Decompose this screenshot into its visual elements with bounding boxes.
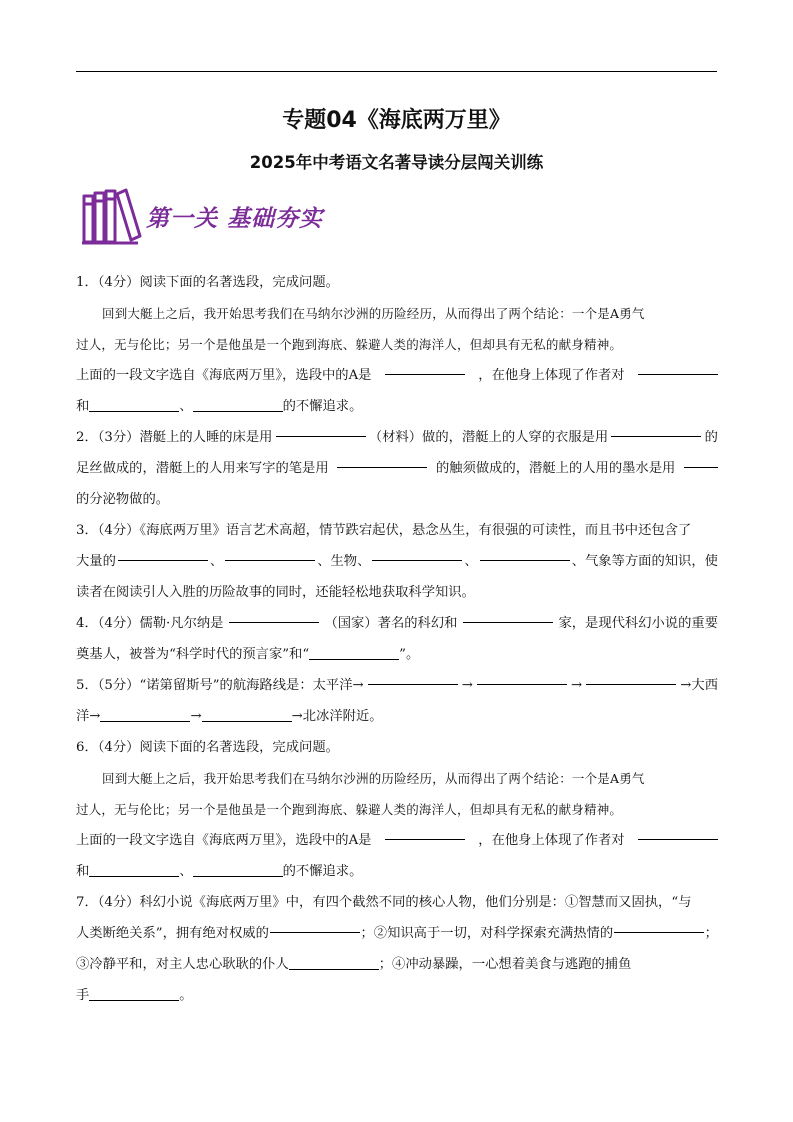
q5-answer-blank-4[interactable] xyxy=(100,707,190,722)
q4-text-2b: ”。 xyxy=(399,647,420,662)
q7-line-3 xyxy=(76,949,718,980)
q7-answer-blank-3[interactable] xyxy=(289,955,379,970)
q3-answer-blank-3[interactable] xyxy=(372,546,462,561)
q2-answer-blank-3[interactable] xyxy=(337,453,427,468)
q2-answer-blank-2[interactable] xyxy=(611,422,701,437)
q1-text-2c: 的不懈追求。 xyxy=(282,399,363,414)
q3-text-2b: 、生物、 xyxy=(317,554,371,569)
q7-line-1: 7．（4分）科幻小说《海底两万里》中，有四个截然不同的核心人物，他们分别是：①智慧而又固执，“与 xyxy=(76,895,692,910)
q1-text-1a: 上面的一段文字选自《海底两万里》，选段中的A是 xyxy=(76,368,372,383)
q2-line-2 xyxy=(76,453,718,484)
q4-text-1c: 家，是现代科幻小说的重要 xyxy=(558,616,718,631)
q4-answer-blank-3[interactable] xyxy=(309,645,399,660)
q6-answer-blank-3[interactable] xyxy=(89,862,179,877)
question-list xyxy=(76,267,718,1011)
q4-line-1 xyxy=(76,608,718,639)
q7-answer-blank-1[interactable] xyxy=(270,918,360,933)
q1-quote-line-1: 回到大艇上之后，我开始思考我们在马纳尔沙洲的历险经历，从而得出了两个结论：一个是A勇气 xyxy=(102,306,645,321)
q2-text-2b: 的触须做成的，潜艇上的人用的墨水是用 xyxy=(435,461,676,476)
q5-answer-blank-1[interactable] xyxy=(368,670,458,685)
q7-text-2b: ；②知识高于一切，对科学探索充满热情的 xyxy=(360,926,614,941)
q4-answer-blank-1[interactable] xyxy=(229,608,319,623)
q5-answer-blank-2[interactable] xyxy=(477,670,567,685)
q6-quote-line-1: 回到大艇上之后，我开始思考我们在马纳尔沙洲的历险经历，从而得出了两个结论：一个是A勇气 xyxy=(102,771,645,786)
header-rule xyxy=(76,71,717,72)
q3-answer-blank-4[interactable] xyxy=(480,546,570,561)
q1-text-2a: 和 xyxy=(76,399,90,414)
q5-answer-blank-3[interactable] xyxy=(586,670,676,685)
q7-text-3a: ③冷静平和，对主人忠心耿耿的仆人 xyxy=(76,957,289,972)
q4-text-1b: （国家）著名的科幻和 xyxy=(324,616,458,631)
q4-text-1a: 4．（4分）儒勒·凡尔纳是 xyxy=(76,616,224,631)
q1-heading: 1．（4分）阅读下面的名著选段，完成问题。 xyxy=(76,275,339,290)
q5-text-1a: 5．（5分）“诺第留斯号”的航海路线是：太平洋→ xyxy=(76,678,364,693)
q5-answer-blank-5[interactable] xyxy=(202,707,292,722)
q1-quote-line-2: 过人，无与伦比；另一个是他虽是一个跑到海底、躲避人类的海洋人，但却具有无私的献身精神。 xyxy=(76,337,623,352)
q3-answer-blank-2[interactable] xyxy=(225,546,315,561)
q3-line-1: 3．（4分）《海底两万里》语言艺术高超，情节跌宕起伏，悬念丛生，有很强的可读性，而且书中还包含了 xyxy=(76,523,692,538)
q6-text-1b: ，在他身上体现了作者对 xyxy=(478,833,625,848)
q6-quote-line-2: 过人，无与伦比；另一个是他虽是一个跑到海底、躲避人类的海洋人，但却具有无私的献身精神。 xyxy=(76,802,623,817)
q6-text-2a: 和 xyxy=(76,864,90,879)
q4-answer-blank-2[interactable] xyxy=(463,608,553,623)
q7-text-3b: ；④冲动暴躁，一心想着美食与逃跑的捕鱼 xyxy=(378,957,632,972)
q6-answer-blank-4[interactable] xyxy=(193,862,283,877)
q7-text-4a: 手 xyxy=(76,988,90,1003)
q7-text-4b: 。 xyxy=(179,988,193,1003)
q2-answer-blank-1[interactable] xyxy=(276,422,366,437)
q6-text-2c: 的不懈追求。 xyxy=(282,864,363,879)
q6-line-1 xyxy=(76,825,718,856)
q6-text-2b: 、 xyxy=(179,864,193,879)
q3-sep-1: 、 xyxy=(209,554,224,569)
section-banner xyxy=(80,188,355,246)
q6-answer-blank-1[interactable] xyxy=(385,825,465,840)
q7-text-2a: 人类断绝关系”，拥有绝对权威的 xyxy=(76,926,269,941)
q1-text-1b: ，在他身上体现了作者对 xyxy=(478,368,625,383)
q5-line-2 xyxy=(76,701,718,732)
q4-line-2 xyxy=(76,639,718,670)
q2-text-2a: 足丝做成的，潜艇上的人用来写字的笔是用 xyxy=(76,461,329,476)
q7-text-2c: ； xyxy=(704,926,718,941)
q2-line-1 xyxy=(76,422,718,453)
q2-answer-blank-4[interactable] xyxy=(684,453,718,468)
page-title: 专题04《海底两万里》 xyxy=(282,108,511,133)
q2-text-1a: 2．（3分）潜艇上的人睡的床是用 xyxy=(76,430,273,445)
q3-text-2a: 大量的 xyxy=(76,554,116,569)
q3-text-2c: 、气象等方面的知识，使 xyxy=(571,554,718,569)
q5-text-2b: →北冰洋附近。 xyxy=(291,709,383,724)
q2-text-1b: （材料）做的，潜艇上的人穿的衣服是用 xyxy=(368,430,609,445)
q3-line-2 xyxy=(76,546,718,577)
q1-answer-blank-3[interactable] xyxy=(89,397,179,412)
q6-answer-blank-2[interactable] xyxy=(638,825,718,840)
q6-line-2 xyxy=(76,856,718,887)
q1-line-1 xyxy=(76,360,718,391)
q5-text-1b: →大西 xyxy=(680,678,718,693)
q3-sep-2: 、 xyxy=(464,554,478,569)
q6-heading: 6．（4分）阅读下面的名著选段，完成问题。 xyxy=(76,740,339,755)
section-banner-label: 第一关 基础夯实 xyxy=(146,205,324,232)
q5-text-2a: 洋→ xyxy=(76,709,101,724)
q7-answer-blank-4[interactable] xyxy=(89,986,179,1001)
q5-arrow-3: → xyxy=(190,709,202,724)
q5-arrow-2: → xyxy=(571,678,583,693)
q1-answer-blank-4[interactable] xyxy=(193,397,283,412)
q3-line-3: 读者在阅读引人入胜的历险故事的同时，还能轻松地获取科学知识。 xyxy=(76,585,475,600)
q2-line-3: 的分泌物做的。 xyxy=(76,492,170,507)
q3-answer-blank-1[interactable] xyxy=(118,546,208,561)
books-icon xyxy=(80,188,142,246)
q7-answer-blank-2[interactable] xyxy=(614,918,704,933)
q4-text-2a: 奠基人，被誉为“科学时代的预言家”和“ xyxy=(76,647,310,662)
q1-text-2b: 、 xyxy=(179,399,193,414)
q7-line-4 xyxy=(76,980,718,1011)
q1-answer-blank-2[interactable] xyxy=(638,360,718,375)
q5-line-1 xyxy=(76,670,718,701)
q6-text-1a: 上面的一段文字选自《海底两万里》，选段中的A是 xyxy=(76,833,372,848)
q1-answer-blank-1[interactable] xyxy=(385,360,465,375)
q2-text-1c: 的 xyxy=(704,430,718,445)
q5-arrow-1: → xyxy=(461,678,473,693)
q1-line-2 xyxy=(76,391,718,422)
q7-line-2 xyxy=(76,918,718,949)
page-subtitle: 2025年中考语文名著导读分层闯关训练 xyxy=(249,153,544,172)
